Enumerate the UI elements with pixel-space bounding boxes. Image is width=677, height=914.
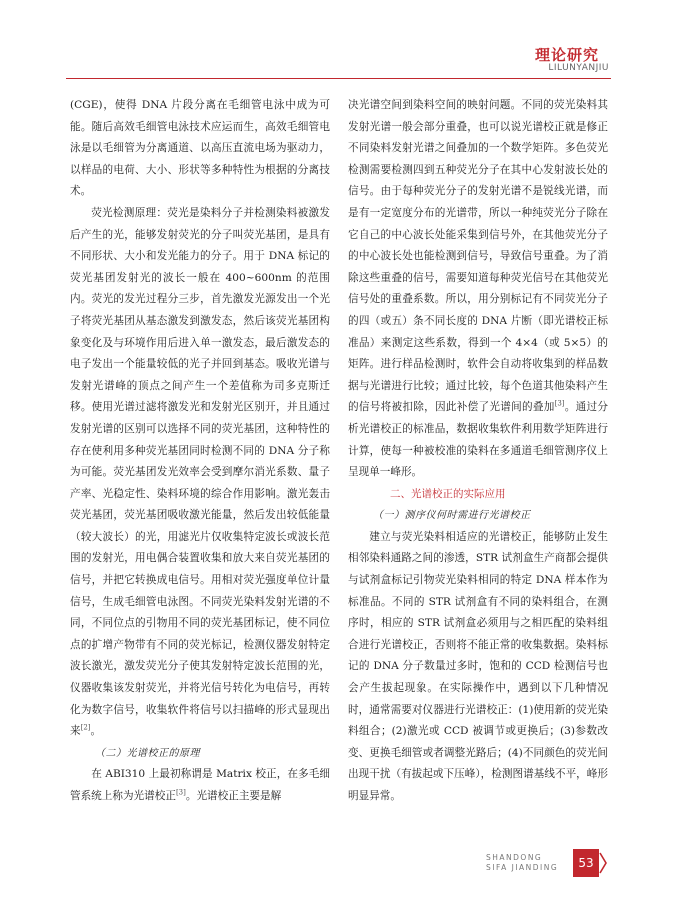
citation-3-b: [3]: [554, 399, 565, 408]
paragraph-cge-continuation: (CGE)，使得 DNA 片段分离在毛细管电泳中成为可能。随后高效毛细管电泳技术应运而生，高效毛细管电泳是以毛细管为分离通道、以高压直流电场为驱动力，以样品的电荷、大小、形状等多种特性为根据的分离技术。: [70, 99, 330, 198]
paragraph-spectral-mapping: [348, 95, 608, 484]
citation-3: [3]: [175, 788, 186, 797]
paragraph-matrix-calibration: [70, 764, 330, 807]
citation-2: [2]: [80, 723, 91, 732]
fluorescence-principle-end: 。: [90, 725, 102, 738]
chevron-right-icon: [598, 849, 608, 877]
footer-line-1: SHANDONG: [486, 853, 543, 862]
right-column: [348, 95, 608, 808]
header-divider: [66, 78, 611, 79]
subheading-when-to-calibrate: （一）测序仪何时需进行光谱校正: [373, 510, 531, 522]
fluorescence-principle-text: 荧光检测原理：荧光是染料分子并检测染料被激发后产生的光，能够发射荧光的分子叫荧光基团，是具有不同形状、大小和发光能力的分子。用于 DNA 标记的荧光基团发射光的波长一般在 400~600nm 的范围内。荧光的发光过程分三步，首先激发光源发出一个光子将荧光基团从基态激发到激发态，然后该荧光基团构象变化及与环境作用后进入单一激发态，最后激发态的电子发出一个能量较低的光子并回到基态。吸收光谱与发射光谱峰的顶点之间产生一个差值称为司多克斯迁移。使用光谱过滤将激发光和发射光区别开，并且通过发射光谱的区别可以选择不同的荧光基团，这种特性的存在使利用多种荧光基团同时检测不同的 DNA 分子称为可能。荧光基团发光效率会受到摩尔消光系数、量子产率、光稳定性、染料环境的综合作用影响。激光轰击荧光基团，荧光基团吸收激光能量，然后发出较低能量（较大波长）的光，用滤光片仅收集特定波长或波长范围的发射光，用电偶合装置收集和放大来自荧光基团的信号，并把它转换成电信号。用相对荧光强度单位计量信号，生成毛细管电泳图。不同荧光染料发射光谱的不同，不同位点的引物用不同的荧光基团标记，使不同位点的扩增产物带有不同的荧光标记，检测仪器发射特定波长激光，激发荧光分子使其发射特定波长范围的光，仪器收集该发射荧光，并将光信号转化为电信号，再转化为数字信号，收集软件将信号以扫描峰的形式显现出来: [70, 206, 330, 738]
matrix-calibration-text: 在 ABI310 上最初称谓是 Matrix 校正，在多毛细管系统上称为光谱校正: [70, 768, 330, 802]
footer-journal-name: [486, 853, 558, 873]
page-number: 53: [573, 849, 599, 877]
spectral-mapping-text: 决光谱空间到染料空间的映射问题。不同的荧光染料其发射光谱一般会部分重叠，也可以说光谱校正就是修正不同染料发射光谱之间叠加的一个数学矩阵。多色荧光检测需要检测四到五种荧光分子在其中心发射波长处的信号。由于每种荧光分子的发射光谱不是锐线光谱，而是有一定宽度分布的光谱带，所以一种纯荧光分子除在它自己的中心波长处能采集到信号外，在其他荧光分子的中心波长处也能检测到信号，导致信号重叠。为了消除这些重叠的信号，需要知道每种荧光信号在其他荧光信号处的重叠系数。所以，用分别标记有不同荧光分子的四（或五）条不同长度的 DNA 片断（即光谱校正标准品）来测定这些系数，得到一个 4×4（或 5×5）的矩阵。进行样品检测时，软件会自动将收集到的样品数据与光谱进行比较；通过比较，每个色道其他染料产生的信号将被扣除，因此补偿了光谱间的叠加: [348, 99, 608, 414]
subheading-spectral-calibration-principle: （二）光谱校正的原理: [95, 747, 200, 759]
left-column: [70, 95, 330, 808]
matrix-calibration-end: 。光谱校正主要是解: [185, 790, 282, 802]
section-heading-practical-application: 二、光谱校正的实际应用: [390, 487, 506, 500]
paragraph-calibration-cases: 建立与荧光染料相适应的光谱校正，能够防止发生相邻染料通路之间的渗透，STR 试剂盒生产商都会提供与试剂盒标记引物荧光染料相同的特定 DNA 样本作为标准品。不同的 STR 试剂盒有不同的染料组合，在测序时，相应的 STR 试剂盒必须用与之相匹配的染料组合进行光谱校正，否则将不能正常的收集数据。染料标记的 DNA 分子数量过多时，饱和的 CCD 检测信号也会产生拔起现象。在实际操作中，遇到以下几种情况时，通常需要对仪器进行光谱校正：(1)使用新的荧光染料组合；(2)激光或 CCD 被调节或更换后；(3)参数改变、更换毛细管或者调整光路后；(4)不同颜色的荧光间出现干扰（有拔起或下压峰），检测图谱基线不平，峰形明显异常。: [348, 530, 608, 802]
footer-line-2: SIFA JIANDING: [486, 863, 559, 872]
section-header-subtitle: LILUNYANJIU: [548, 63, 609, 73]
spectral-mapping-end: 。通过分析光谱校正的标准品，数据收集软件利用数学矩阵进行计算，使每一种被校准的染料在多通道毛细管测序仪上呈现单一峰形。: [348, 401, 609, 479]
paragraph-fluorescence-principle: [70, 203, 330, 743]
section-header-title: 理论研究: [534, 46, 599, 64]
